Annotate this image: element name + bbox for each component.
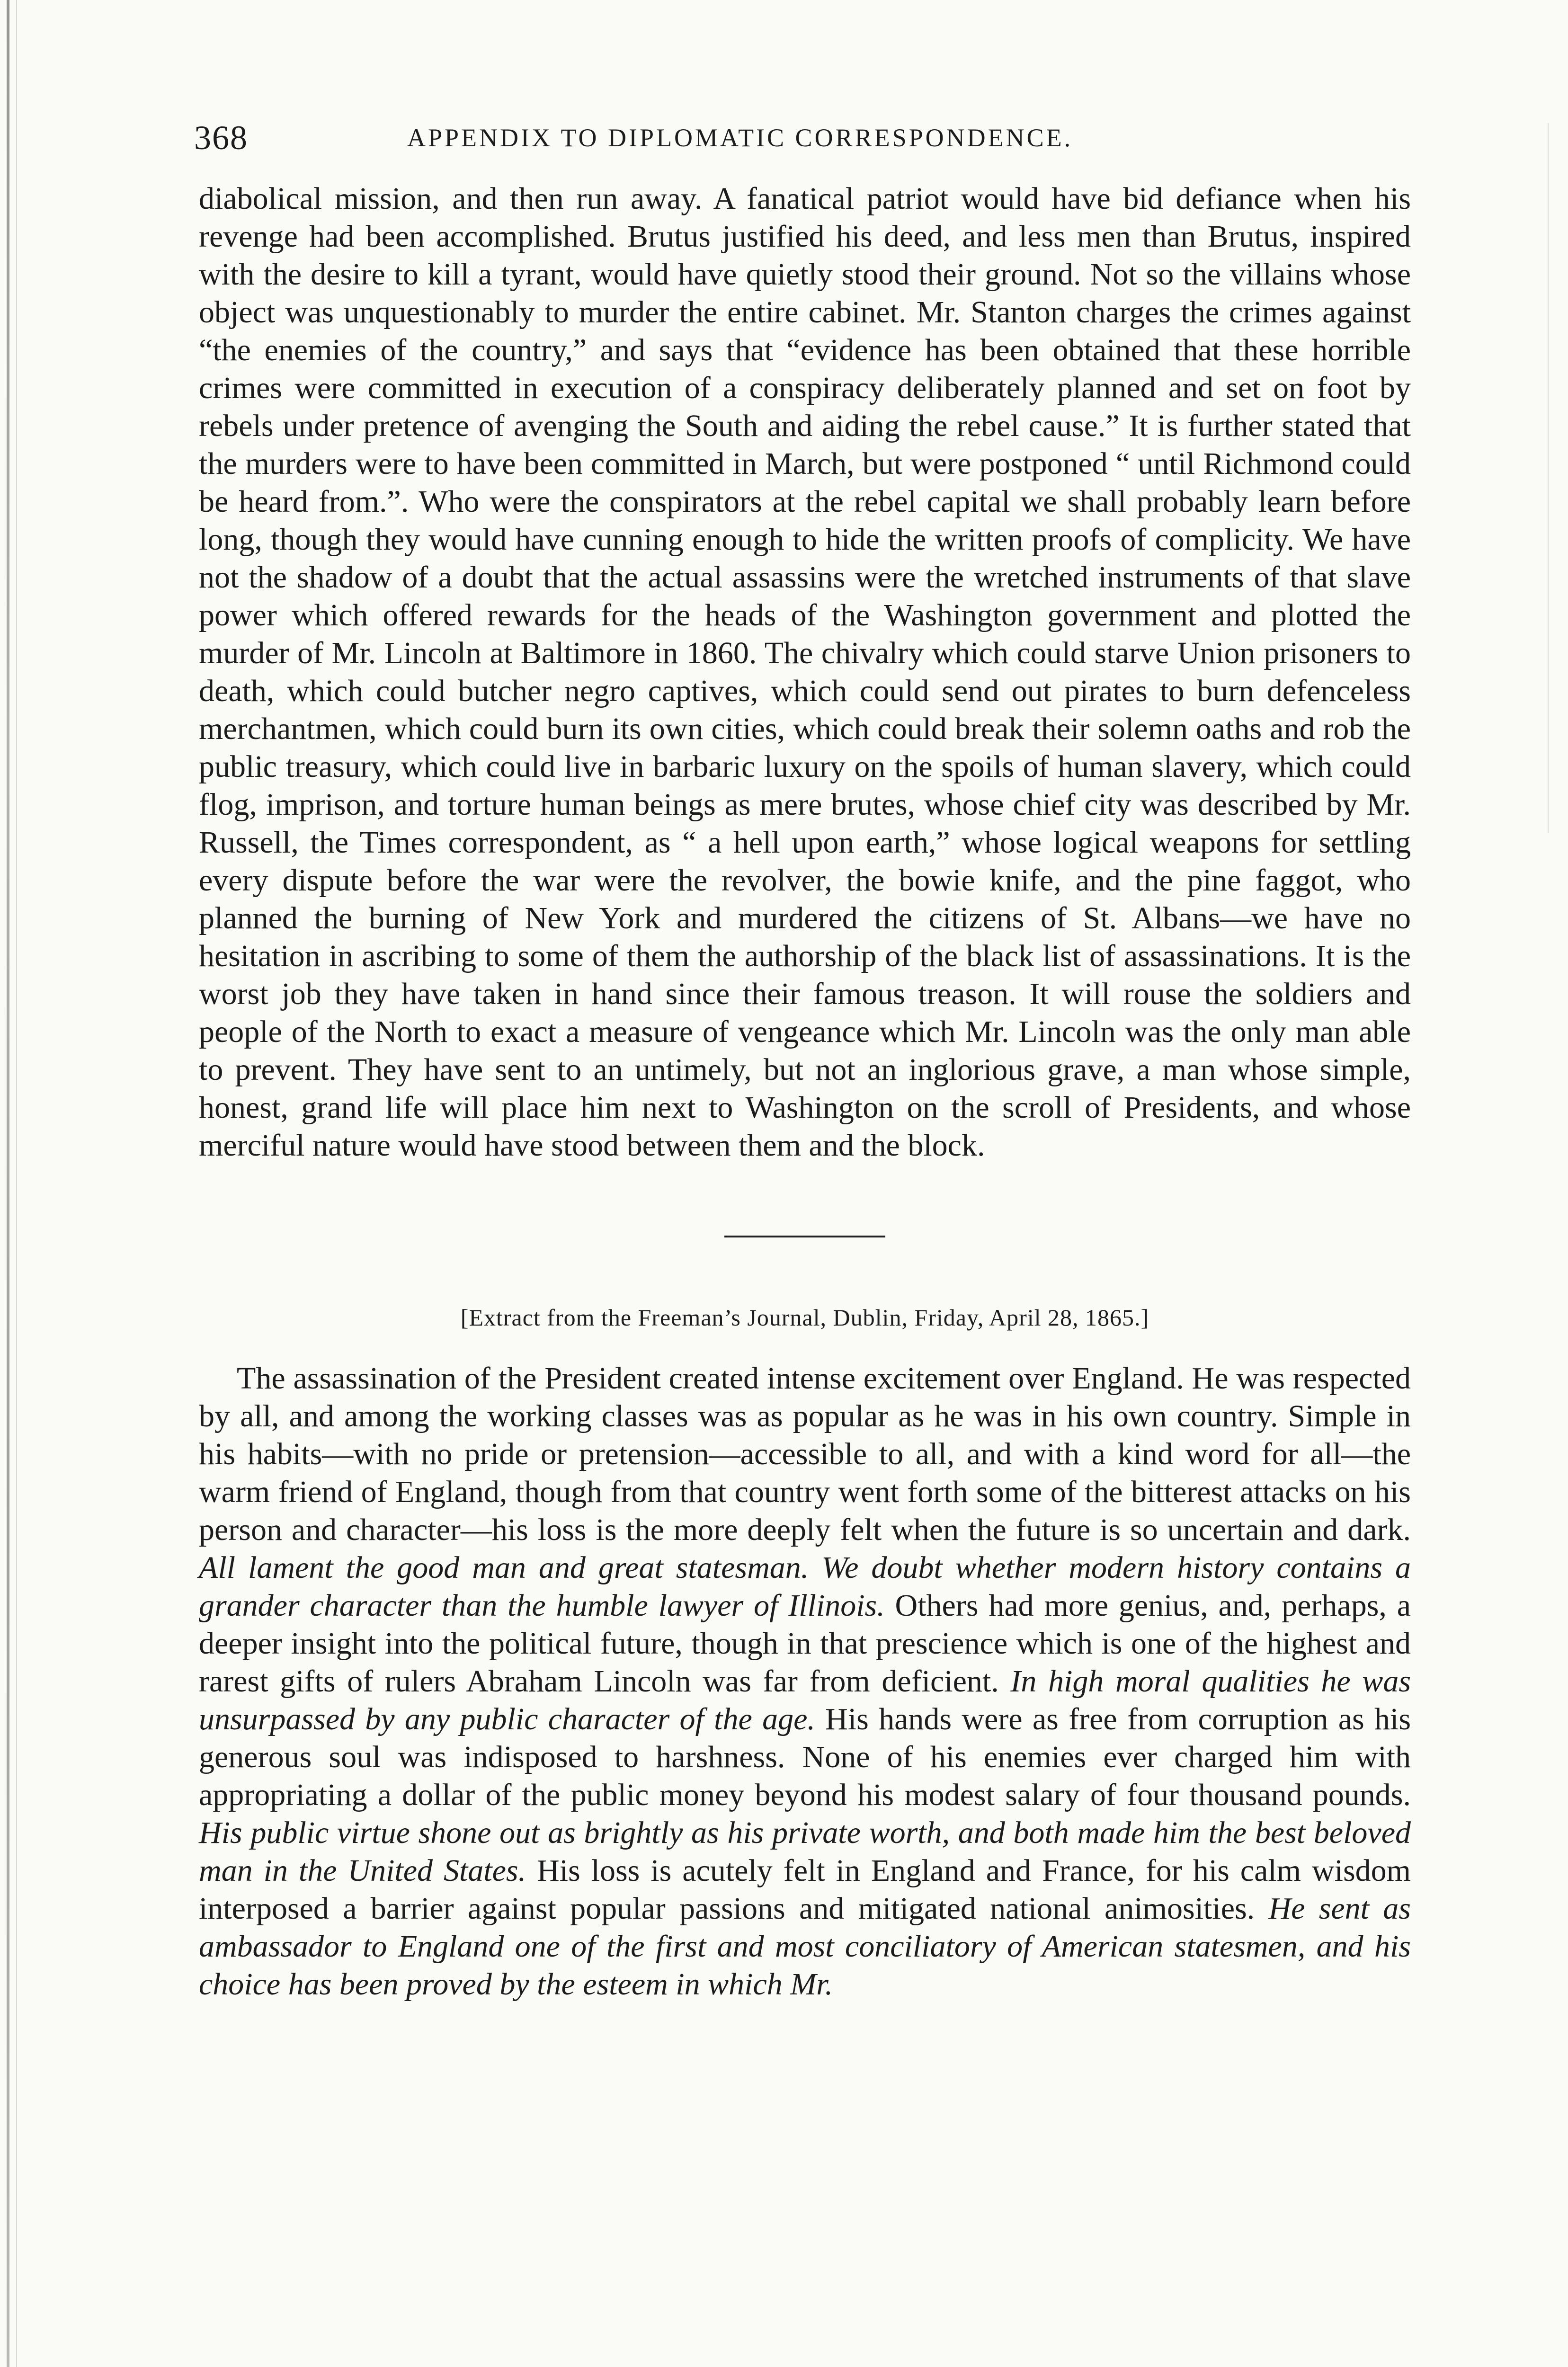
binding-edge-inner — [16, 0, 17, 2367]
extract-text-4: His loss is acutely felt in England and France, for his calm wisdom interposed a barrier against popular passions and mitigated national animosities. — [199, 1853, 1411, 1926]
extract-text-2: Others had more genius, and, perhaps, a deeper insight into the political future, though in that prescience which is one of the highest and rarest gifts of rulers Abraham Lincoln was far from deficient. — [199, 1588, 1411, 1699]
section-divider — [724, 1236, 885, 1237]
page-number: 368 — [194, 119, 248, 157]
extract-text-3: His hands were as free from corruption as his generous soul was indisposed to harshness. None of his enemies ever charged him with appropriating a dollar of the public money beyond his modest salary of four thousand pounds. — [199, 1702, 1411, 1812]
document-page — [194, 118, 1411, 2003]
running-title: APPENDIX TO DIPLOMATIC CORRESPONDENCE. — [407, 124, 1073, 152]
extract-text-1: The assassination of the President created intense excitement over England. He was respected by all, and among the working classes was as popular as he was in his own country. Simple in his habits—with no pride or pretension—accessible to all, and with a kind word for all—the warm friend of England, though from that country went forth some of the bitterest attacks on his person and character—his loss is the more deeply felt when the future is so uncertain and dark. — [199, 1361, 1411, 1547]
extract-italic-4: He sent as ambassador to England one of the first and most conciliatory of American statesmen, and his choice has been proved by the esteem in which Mr. — [199, 1891, 1411, 2002]
extract-title: [Extract from the Freeman’s Journal, Dublin, Friday, April 28, 1865.] — [460, 1304, 1149, 1331]
page-edge-shadow — [1548, 123, 1549, 833]
binding-edge — [7, 0, 9, 2367]
running-head — [194, 118, 1411, 166]
extract-paragraph — [199, 1360, 1411, 2003]
extract-italic-2: In high moral qualities he was unsurpassed by any public character of the age. — [199, 1664, 1411, 1736]
body-paragraph: diabolical mission, and then run away. A fanatical patriot would have bid defiance when his revenge had been accomplished. Brutus justified his deed, and less men than Brutus, inspired with the desire to kill a tyrant, would have quietly stood their ground. Not so the villains whose object was unquestionably to murder the entire cabinet. Mr. Stanton charges the crimes against “the enemies of the country,” and says that “evidence has been obtained that these horrible crimes were committed in execution of a conspiracy deliberately planned and set on foot by rebels under pretence of avenging the South and aiding the rebel cause.” It is further stated that the murders were to have been committed in March, but were postponed “ until Richmond could be heard from.”. Who were the conspirators at the rebel capital we shall probably learn before long, though they would have cunning enough to hide the written proofs of complicity. We have not the shadow of a doubt that the actual assassins were the wretched instruments of that slave power which offered rewards for the heads of the Washington government and plotted the murder of Mr. Lincoln at Baltimore in 1860. The chivalry which could starve Union prisoners to death, which could butcher negro captives, which could send out pirates to burn defenceless merchantmen, which could burn its own cities, which could break their solemn oaths and rob the public treasury, which could live in barbaric luxury on the spoils of human slavery, which could flog, imprison, and torture human beings as mere brutes, whose chief city was described by Mr. Russell, the Times correspondent, as “ a hell upon earth,” whose logical weapons for settling every dispute before the war were the revolver, the bowie knife, and the pine faggot, who planned the burning of New York and murdered the citizens of St. Albans—we have no hesitation in ascribing to some of them the authorship of the black list of assassinations. It is the worst job they have taken in hand since their famous treason. It will rouse the soldiers and people of the North to exact a measure of vengeance which Mr. Lincoln was the only man able to prevent. They have sent to an untimely, but not an inglorious grave, a man whose simple, honest, grand life will place him next to Washington on the scroll of Presidents, and whose merciful nature would have stood between them and the block. — [199, 181, 1411, 1163]
extract-italic-3: His public virtue shone out as brightly as his private worth, and both made him the best beloved man in the United States. — [199, 1815, 1411, 1888]
extract-italic-1: All lament the good man and great statesman. We doubt whether modern history contains a grander character than the humble lawyer of Illinois. — [199, 1550, 1411, 1623]
